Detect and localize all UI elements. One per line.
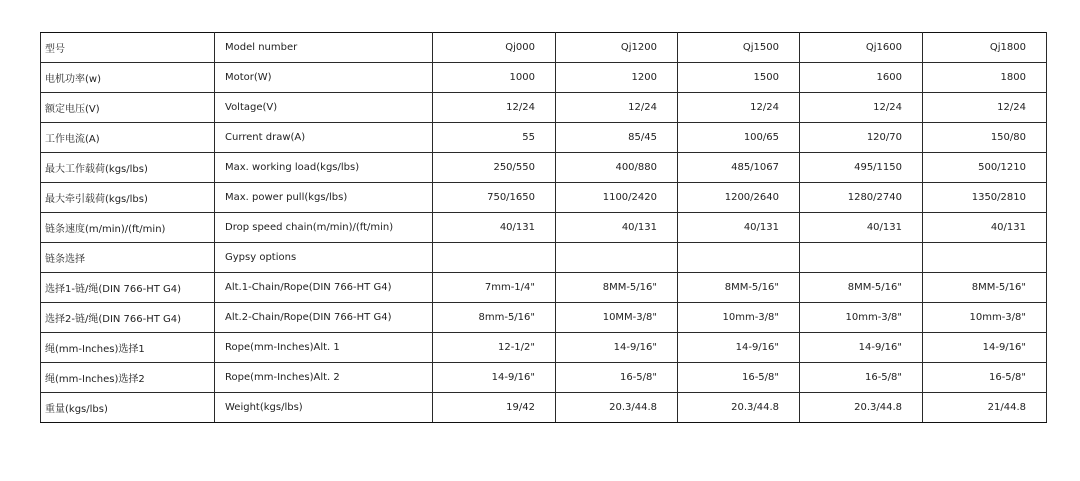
spec-value-cell <box>923 243 1047 273</box>
spec-label-cn: 额定电压(V) <box>41 93 215 123</box>
spec-label-cn: 最大牵引载荷(kgs/lbs) <box>41 183 215 213</box>
spec-label-en: Max. power pull(kgs/lbs) <box>215 183 433 213</box>
spec-value-cell: 12/24 <box>923 93 1047 123</box>
spec-row <box>41 363 1047 393</box>
spec-label-cn: 重量(kgs/lbs) <box>41 393 215 423</box>
spec-row <box>41 333 1047 363</box>
spec-label-cn: 电机功率(w) <box>41 63 215 93</box>
spec-label-cn: 选择1-链/绳(DIN 766-HT G4) <box>41 273 215 303</box>
model-cell: Qj1500 <box>678 33 800 63</box>
spec-value-cell: 14-9/16" <box>433 363 556 393</box>
spec-value-cell: 14-9/16" <box>923 333 1047 363</box>
spec-row <box>41 273 1047 303</box>
header-row <box>41 33 1047 63</box>
spec-value-cell: 7mm-1/4" <box>433 273 556 303</box>
spec-label-en: Rope(mm-Inches)Alt. 2 <box>215 363 433 393</box>
spec-value-cell: 1100/2420 <box>556 183 678 213</box>
spec-value-cell: 1600 <box>800 63 923 93</box>
spec-value-cell: 40/131 <box>678 213 800 243</box>
spec-value-cell <box>556 243 678 273</box>
spec-value-cell: 10mm-3/8" <box>923 303 1047 333</box>
spec-label-en: Current draw(A) <box>215 123 433 153</box>
spec-value-cell: 250/550 <box>433 153 556 183</box>
spec-value-cell: 40/131 <box>433 213 556 243</box>
spec-value-cell: 12/24 <box>556 93 678 123</box>
spec-row <box>41 303 1047 333</box>
spec-value-cell: 750/1650 <box>433 183 556 213</box>
spec-label-cn: 链条选择 <box>41 243 215 273</box>
spec-value-cell: 485/1067 <box>678 153 800 183</box>
spec-label-en: Alt.2-Chain/Rope(DIN 766-HT G4) <box>215 303 433 333</box>
spec-table-body <box>41 33 1047 423</box>
spec-value-cell: 40/131 <box>800 213 923 243</box>
model-cell: Qj000 <box>433 33 556 63</box>
spec-value-cell: 85/45 <box>556 123 678 153</box>
spec-value-cell <box>433 243 556 273</box>
spec-row <box>41 63 1047 93</box>
spec-row <box>41 153 1047 183</box>
spec-row <box>41 93 1047 123</box>
spec-value-cell: 495/1150 <box>800 153 923 183</box>
spec-value-cell: 40/131 <box>556 213 678 243</box>
spec-value-cell: 16-5/8" <box>800 363 923 393</box>
spec-value-cell: 20.3/44.8 <box>800 393 923 423</box>
spec-label-cn: 绳(mm-Inches)选择1 <box>41 333 215 363</box>
spec-value-cell: 8mm-5/16" <box>433 303 556 333</box>
spec-value-cell: 10mm-3/8" <box>678 303 800 333</box>
spec-label-en: Drop speed chain(m/min)/(ft/min) <box>215 213 433 243</box>
spec-value-cell: 1280/2740 <box>800 183 923 213</box>
spec-value-cell: 1000 <box>433 63 556 93</box>
spec-value-cell: 150/80 <box>923 123 1047 153</box>
spec-label-en: Max. working load(kgs/lbs) <box>215 153 433 183</box>
spec-label-cn: 选择2-链/绳(DIN 766-HT G4) <box>41 303 215 333</box>
spec-value-cell: 55 <box>433 123 556 153</box>
header-label-en: Model number <box>215 33 433 63</box>
spec-label-en: Rope(mm-Inches)Alt. 1 <box>215 333 433 363</box>
model-cell: Qj1800 <box>923 33 1047 63</box>
spec-label-cn: 最大工作载荷(kgs/lbs) <box>41 153 215 183</box>
spec-value-cell: 100/65 <box>678 123 800 153</box>
spec-value-cell: 19/42 <box>433 393 556 423</box>
spec-label-cn: 绳(mm-Inches)选择2 <box>41 363 215 393</box>
spec-label-en: Motor(W) <box>215 63 433 93</box>
model-cell: Qj1200 <box>556 33 678 63</box>
spec-value-cell <box>800 243 923 273</box>
spec-value-cell: 1200/2640 <box>678 183 800 213</box>
spec-value-cell: 8MM-5/16" <box>923 273 1047 303</box>
spec-value-cell: 16-5/8" <box>556 363 678 393</box>
spec-value-cell: 8MM-5/16" <box>678 273 800 303</box>
spec-value-cell: 12-1/2" <box>433 333 556 363</box>
spec-value-cell: 1350/2810 <box>923 183 1047 213</box>
spec-value-cell: 14-9/16" <box>800 333 923 363</box>
spec-row <box>41 123 1047 153</box>
spec-value-cell: 14-9/16" <box>678 333 800 363</box>
spec-table <box>40 32 1047 423</box>
spec-value-cell: 12/24 <box>800 93 923 123</box>
spec-value-cell <box>678 243 800 273</box>
spec-value-cell: 16-5/8" <box>678 363 800 393</box>
spec-value-cell: 1500 <box>678 63 800 93</box>
spec-label-en: Alt.1-Chain/Rope(DIN 766-HT G4) <box>215 273 433 303</box>
spec-row <box>41 183 1047 213</box>
spec-label-en: Voltage(V) <box>215 93 433 123</box>
spec-value-cell: 21/44.8 <box>923 393 1047 423</box>
spec-label-cn: 工作电流(A) <box>41 123 215 153</box>
spec-value-cell: 500/1210 <box>923 153 1047 183</box>
spec-value-cell: 12/24 <box>433 93 556 123</box>
spec-value-cell: 8MM-5/16" <box>556 273 678 303</box>
spec-value-cell: 1200 <box>556 63 678 93</box>
spec-label-en: Weight(kgs/lbs) <box>215 393 433 423</box>
spec-value-cell: 16-5/8" <box>923 363 1047 393</box>
spec-value-cell: 1800 <box>923 63 1047 93</box>
spec-row <box>41 243 1047 273</box>
spec-value-cell: 8MM-5/16" <box>800 273 923 303</box>
spec-value-cell: 120/70 <box>800 123 923 153</box>
spec-value-cell: 12/24 <box>678 93 800 123</box>
spec-value-cell: 10MM-3/8" <box>556 303 678 333</box>
spec-label-en: Gypsy options <box>215 243 433 273</box>
spec-value-cell: 20.3/44.8 <box>678 393 800 423</box>
spec-value-cell: 40/131 <box>923 213 1047 243</box>
spec-row <box>41 393 1047 423</box>
spec-value-cell: 400/880 <box>556 153 678 183</box>
header-label-cn: 型号 <box>41 33 215 63</box>
spec-label-cn: 链条速度(m/min)/(ft/min) <box>41 213 215 243</box>
spec-value-cell: 20.3/44.8 <box>556 393 678 423</box>
spec-row <box>41 213 1047 243</box>
model-cell: Qj1600 <box>800 33 923 63</box>
spec-value-cell: 10mm-3/8" <box>800 303 923 333</box>
spec-value-cell: 14-9/16" <box>556 333 678 363</box>
